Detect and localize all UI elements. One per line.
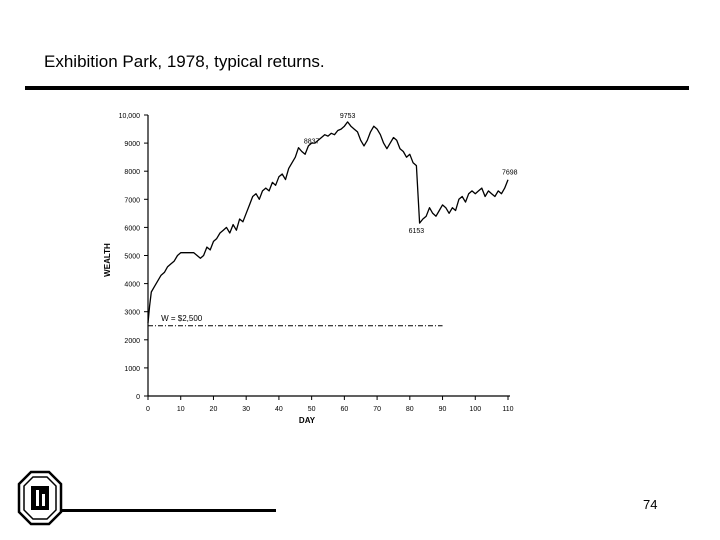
y-tick-label: 1000 (124, 365, 140, 373)
annotation-group (304, 113, 518, 235)
y-tick-label: 0 (136, 394, 140, 401)
x-tick-label: 50 (307, 406, 316, 413)
y-tick-label: 4000 (124, 281, 140, 289)
wealth-series-line (148, 122, 508, 323)
page-number: 74 (643, 497, 658, 512)
y-tick-label: 3000 (124, 309, 140, 317)
y-tick-label: 8000 (124, 169, 140, 177)
x-tick-label: 70 (373, 406, 381, 413)
y-tick-label: 5000 (124, 253, 140, 261)
x-tick-label: 20 (209, 406, 218, 413)
x-tick-label: 10 (176, 406, 185, 413)
data-label: 8837 (303, 138, 320, 146)
x-tick-label: 60 (340, 406, 349, 413)
x-tick-label: 0 (146, 406, 150, 413)
y-tick-label: 10,000 (118, 113, 140, 120)
slide-title: Exhibition Park, 1978, typical returns. (44, 52, 325, 71)
data-label: 9753 (339, 112, 356, 120)
y-tick-label: 2000 (124, 337, 140, 345)
wealth-chart-svg (90, 102, 540, 452)
x-tick-label: 100 (469, 406, 482, 413)
octagon-logo (17, 470, 63, 526)
y-axis-label: WEALTH (103, 243, 112, 277)
title-divider (25, 86, 689, 90)
reference-line-label: W = $2,500 (161, 313, 203, 323)
data-label: 7698 (502, 169, 518, 177)
y-tick-label: 9000 (124, 141, 140, 149)
footer-divider (62, 509, 276, 512)
y-tick-group (119, 113, 148, 401)
octagon-logo-icon (17, 470, 63, 526)
x-tick-label: 90 (438, 406, 447, 413)
x-tick-label: 80 (405, 406, 414, 413)
y-tick-label: 7000 (124, 197, 140, 205)
data-label: 6153 (408, 228, 425, 236)
x-tick-label: 40 (275, 406, 283, 413)
x-tick-group (146, 396, 514, 413)
x-tick-label: 30 (242, 406, 251, 413)
x-tick-label: 110 (502, 406, 514, 413)
y-tick-label: 6000 (124, 225, 140, 233)
wealth-chart (90, 102, 540, 452)
x-axis-label: DAY (298, 416, 316, 425)
